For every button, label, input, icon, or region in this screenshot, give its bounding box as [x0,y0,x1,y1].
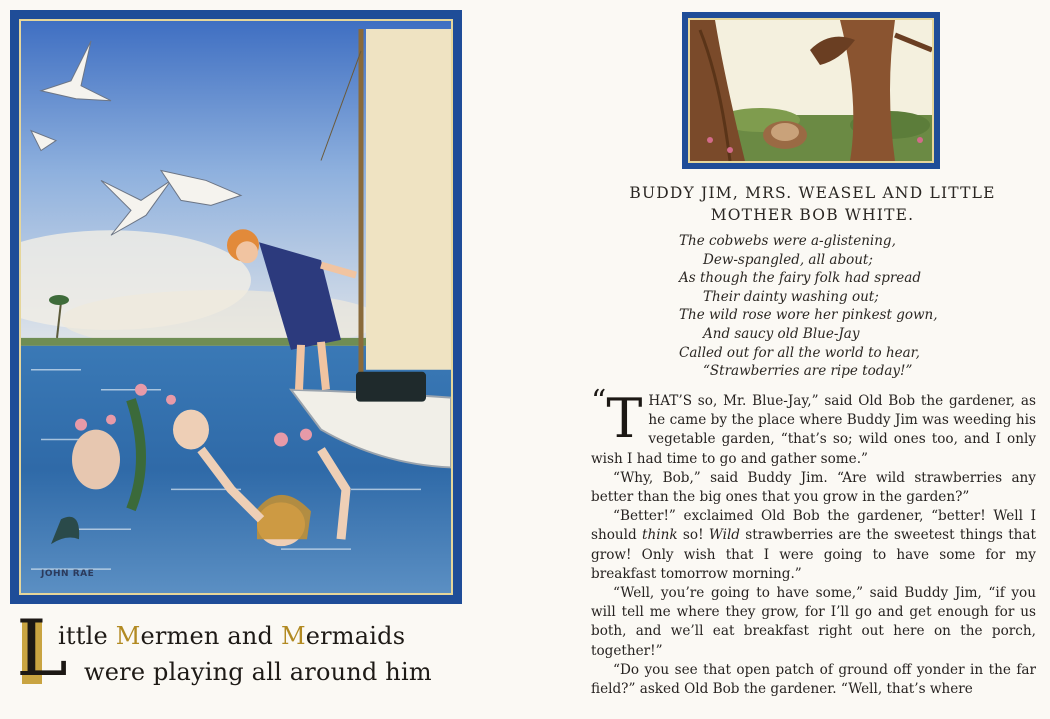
poem-line: “Strawberries are ripe today!” [703,363,913,380]
poem-line: And saucy old Blue-Jay [703,325,860,342]
emphasis-think: think [642,527,678,544]
drop-quote-mark: “ [591,384,607,419]
opening-poem [679,232,1009,381]
story-title [600,182,1025,226]
artist-signature: JOHN RAE [41,569,95,579]
paragraph: “Why, Bob,” said Buddy Jim. “Are wild strawberries any better than the big ones that you grow in the garden?” [591,469,1036,506]
story-title-line-2: MOTHER BOB WHITE. [710,206,915,224]
caption-word-little: ittle [58,622,116,650]
illustration-plate [10,10,462,604]
caption-cap-m1: M [115,622,141,650]
paragraph [591,507,1036,584]
poem-line: The wild rose wore her pinkest gown, [679,307,938,324]
caption-word-mermaids: ermaids [305,622,406,650]
drop-cap-letter: T [606,387,643,450]
paragraph-text: so! [677,527,709,544]
paragraph: “Do you see that open patch of ground off yonder in the far field?” asked Old Bob the gardener. “Well, that’s where [591,661,1036,698]
poem-line: Dew-spangled, all about; [703,251,873,268]
caption-cap-m2: M [280,622,306,650]
paragraph-text: HAT’S so, Mr. Blue-Jay,” said Old Bob the gardener, as he came by the place where Buddy Jim was weeding his vegetable garden, “that’s so; wild ones too, and I only wish I had time to go and gather some.” [591,393,1036,467]
tree-scene-image [690,20,932,161]
paragraph-text: “Better!” exclaimed Old Bob the gardener, “better! Well I should [591,508,1036,544]
body-drop-cap [591,384,643,450]
paragraph: “Well, you’re going to have some,” said Buddy Jim, “if you will tell me where they grow, for I’ll go and get enough for us both, and we’ll eat breakfast right out here on the porch, together!” [591,585,1036,659]
emphasis-wild: Wild [708,527,740,544]
poem-line: Called out for all the world to hear, [679,344,920,361]
caption-word-mermen: ermen and [140,622,281,650]
story-body [591,384,1037,699]
poem-line: The cobwebs were a-glistening, [679,233,896,249]
caption-drop-cap: L [16,604,68,694]
chapter-vignette [682,12,940,169]
mermaid-illustration [19,19,453,595]
mermaid-scene-image [21,21,451,593]
poem-line: As though the fairy folk had spread [679,270,921,287]
paragraph-text: strawberries are the sweetest things that grow! Only wish that I were going to have some for my breakfast tomorrow morning.” [591,527,1037,582]
story-title-line-1: BUDDY JIM, MRS. WEASEL AND LITTLE [629,184,996,202]
poem-line: Their dainty washing out; [703,288,879,305]
tree-illustration [688,18,934,163]
paragraph [591,384,1036,469]
caption-line-1 [58,622,405,650]
caption-line-2: were playing all around him [84,658,432,686]
plate-caption [14,604,454,708]
